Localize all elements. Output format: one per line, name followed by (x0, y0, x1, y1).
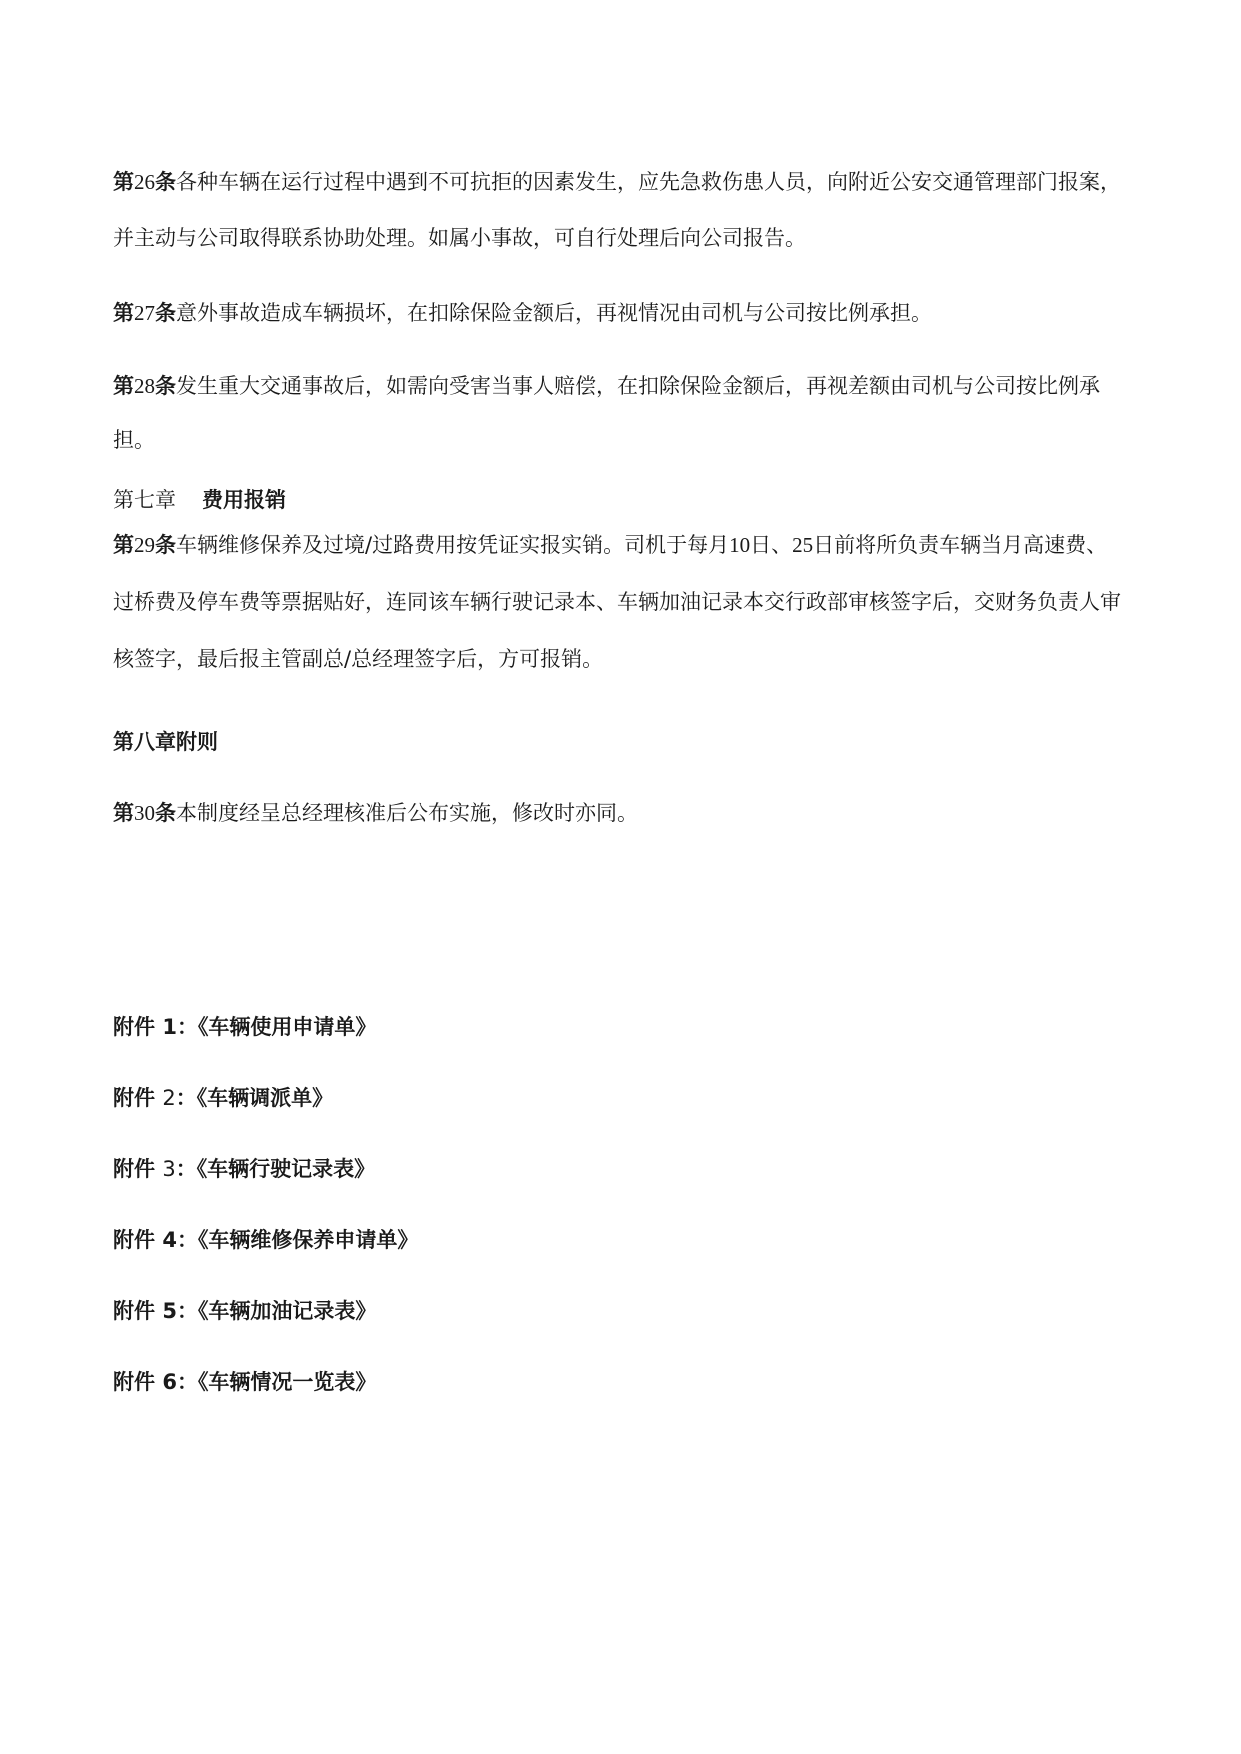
attachment-label: 附件 (113, 1157, 155, 1181)
article-number: 26 (134, 170, 155, 194)
attachment-title: 《车辆使用申请单》 (197, 1015, 377, 1039)
attachment-title: 《车辆调派单》 (196, 1086, 334, 1110)
article-label-suffix: 条 (155, 301, 176, 325)
article-27 (113, 286, 1123, 341)
attachment-label: 附件 (113, 1370, 155, 1394)
attachment-1 (113, 1012, 376, 1042)
attachment-number: 6 (162, 1370, 177, 1394)
article-text: 车辆维修保养及过境/过路费用按凭证实报实销。司机于每月 (176, 533, 730, 557)
article-30 (113, 798, 1123, 828)
attachment-title: 《车辆维修保养申请单》 (197, 1228, 419, 1252)
attachment-6 (113, 1367, 376, 1397)
attachment-separator: ： (175, 1157, 197, 1181)
chapter-title: 费用报销 (202, 488, 286, 512)
attachment-number: 5 (162, 1299, 177, 1323)
attachment-number: 1 (162, 1015, 177, 1039)
article-label-suffix: 条 (155, 374, 176, 398)
article-number: 27 (134, 301, 155, 325)
article-28 (113, 359, 1123, 467)
article-number: 30 (134, 801, 155, 825)
article-label-prefix: 第 (113, 301, 134, 325)
article-label-prefix: 第 (113, 801, 134, 825)
article-label-suffix: 条 (155, 533, 176, 557)
attachment-separator: ： (175, 1086, 197, 1110)
attachment-separator: ： (176, 1228, 198, 1252)
article-number: 28 (134, 374, 155, 398)
article-label-suffix: 条 (155, 801, 176, 825)
attachment-label: 附件 (113, 1015, 155, 1039)
chapter-label: 第七章 (113, 488, 176, 512)
article-text: 本制度经呈总经理核准后公布实施，修改时亦同。 (176, 801, 638, 825)
article-label-prefix: 第 (113, 170, 134, 194)
article-text: 日、 (750, 533, 793, 557)
attachment-label: 附件 (113, 1228, 155, 1252)
chapter-8-heading (113, 727, 1123, 757)
attachment-number: 4 (162, 1228, 177, 1252)
attachment-4 (113, 1225, 418, 1255)
attachment-title: 《车辆加油记录表》 (197, 1299, 377, 1323)
attachment-label: 附件 (113, 1086, 155, 1110)
attachment-number: 2 (162, 1086, 176, 1110)
attachment-label: 附件 (113, 1299, 155, 1323)
article-date-day: 25 (792, 533, 814, 557)
article-date-day: 10 (729, 533, 751, 557)
chapter-7-heading (113, 485, 1123, 515)
article-number: 29 (134, 533, 155, 557)
article-text: 发生重大交通事故后，如需向受害当事人赔偿，在扣除保险金额后，再视差额由司机与公司按比例承担。 (113, 374, 1100, 452)
attachment-number: 3 (162, 1157, 176, 1181)
article-text: 各种车辆在运行过程中遇到不可抗拒的因素发生，应先急救伤患人员，向附近公安交通管理部门报案，并主动与公司取得联系协助处理。如属小事故，可自行处理后向公司报告。 (113, 170, 1121, 250)
article-29 (113, 517, 1123, 688)
article-label-prefix: 第 (113, 533, 134, 557)
attachment-separator: ： (176, 1015, 198, 1039)
attachment-5 (113, 1296, 376, 1326)
attachment-3 (113, 1154, 375, 1184)
attachment-title: 《车辆行驶记录表》 (196, 1157, 376, 1181)
article-text: 日前将所负责车辆当月高速费、过桥费及停车费等票据贴好，连同该车辆行驶记录本、车辆加油记录本交行政部审核签字后，交财务负责人审核签字，最后报主管副总/总经理签字后，方可报销。 (113, 533, 1121, 671)
article-text: 意外事故造成车辆损坏，在扣除保险金额后，再视情况由司机与公司按比例承担。 (176, 301, 932, 325)
article-26 (113, 154, 1123, 266)
article-label-suffix: 条 (155, 170, 176, 194)
attachment-separator: ： (176, 1370, 198, 1394)
chapter-title: 第八章附则 (113, 730, 218, 754)
article-label-prefix: 第 (113, 374, 134, 398)
attachment-2 (113, 1083, 333, 1113)
attachment-title: 《车辆情况一览表》 (197, 1370, 377, 1394)
attachment-separator: ： (176, 1299, 198, 1323)
